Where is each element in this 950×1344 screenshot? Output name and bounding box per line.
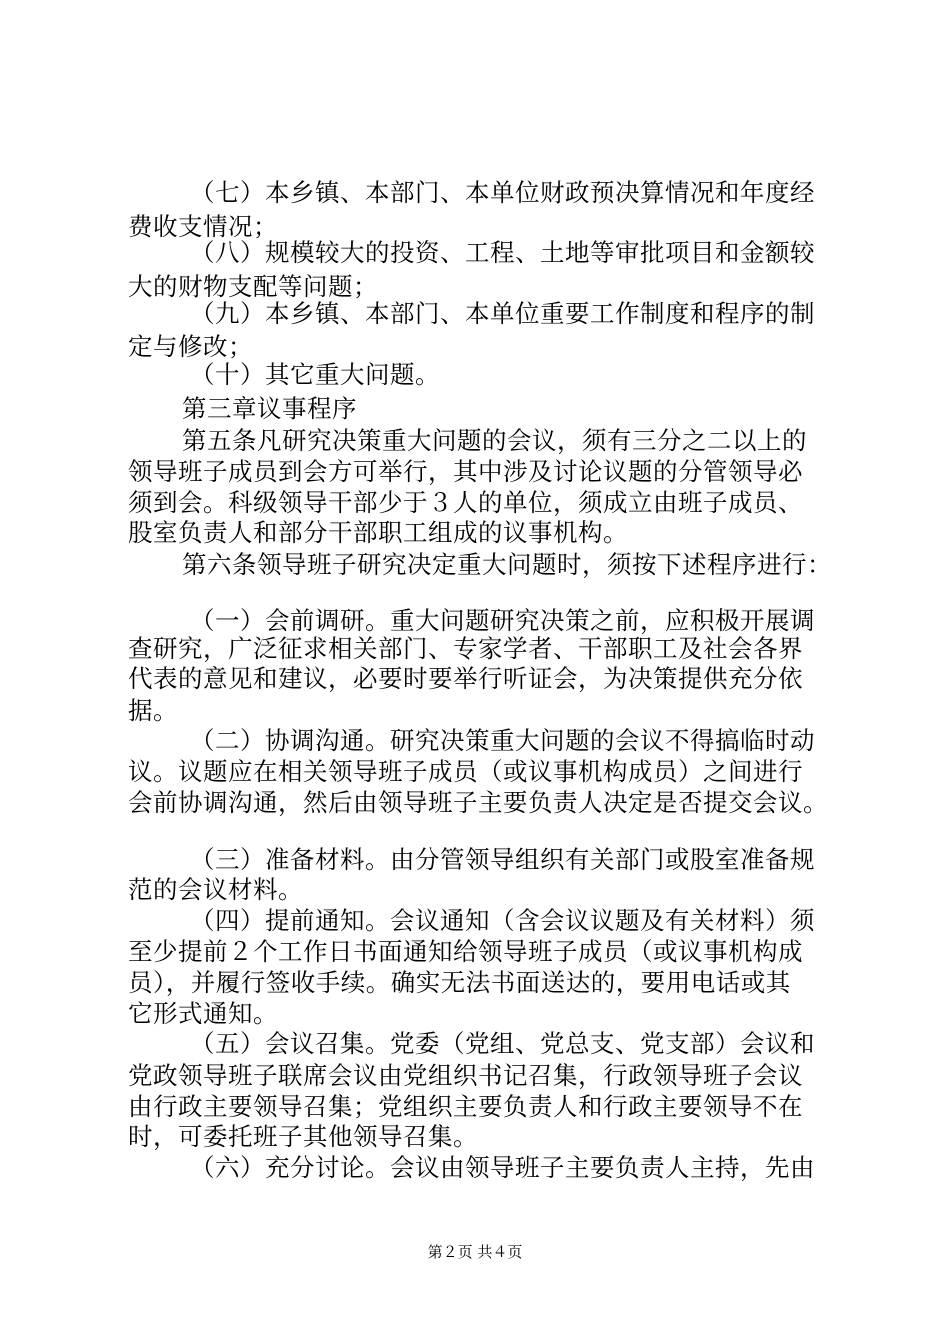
text-line: 至少提前２个工作日书面通知给领导班子成员（或议事机构成 [128, 937, 803, 966]
text-line: 第六条领导班子研究决定重大问题时，须按下述程序进行： [182, 550, 832, 579]
text-line: 员），并履行签收手续。确实无法书面送达的，要用电话或其 [128, 968, 791, 997]
text-line: （十）其它重大问题。 [190, 360, 440, 389]
text-line: 范的会议材料。 [128, 875, 303, 904]
text-line: （三）准备材料。由分管领导组织有关部门或股室准备规 [190, 845, 815, 874]
text-line: 领导班子成员到会方可举行，其中涉及讨论议题的分管领导必 [128, 457, 803, 486]
text-line: （四）提前通知。会议通知（含会议议题及有关材料）须 [190, 906, 815, 935]
text-line: 时，可委托班子其他领导召集。 [128, 1122, 478, 1151]
text-line: （五）会议召集。党委（党组、党总支、党支部）会议和 [190, 1029, 815, 1058]
text-line: 会前协调沟通，然后由领导班子主要负责人决定是否提交会议。 [128, 788, 828, 817]
text-line: （八）规模较大的投资、工程、土地等审批项目和金额较 [190, 238, 815, 267]
text-line: 费收支情况； [128, 212, 278, 241]
text-line: 查研究，广泛征求相关部门、专家学者、干部职工及社会各界 [128, 634, 803, 663]
text-line: 定与修改； [128, 332, 253, 361]
text-line: （六）充分讨论。会议由领导班子主要负责人主持，先由 [190, 1153, 815, 1182]
text-line: 第五条凡研究决策重大问题的会议，须有三分之二以上的 [182, 426, 807, 455]
text-line: 据。 [128, 696, 178, 725]
text-line: 议。议题应在相关领导班子成员（或议事机构成员）之间进行 [128, 757, 803, 786]
text-line: 代表的意见和建议，必要时要举行听证会，为决策提供充分依 [128, 664, 803, 693]
text-line: （九）本乡镇、本部门、本单位重要工作制度和程序的制 [190, 299, 815, 328]
text-line: （七）本乡镇、本部门、本单位财政预决算情况和年度经 [190, 178, 815, 207]
text-line: 大的财物支配等问题； [128, 272, 378, 301]
text-line: 股室负责人和部分干部职工组成的议事机构。 [128, 518, 628, 547]
text-line: （二）协调沟通。研究决策重大问题的会议不得搞临时动 [190, 726, 815, 755]
page-number-footer: 第２页 共４页 [427, 1243, 523, 1261]
section-heading: 第三章议事程序 [182, 394, 357, 423]
text-line: 由行政主要领导召集；党组织主要负责人和行政主要领导不在 [128, 1092, 803, 1121]
text-line: 须到会。科级领导干部少于３人的单位，须成立由班子成员、 [128, 488, 803, 517]
text-line: （一）会前调研。重大问题研究决策之前，应积极开展调 [190, 606, 815, 635]
text-line: 党政领导班子联席会议由党组织书记召集，行政领导班子会议 [128, 1061, 803, 1090]
text-line: 它形式通知。 [128, 999, 278, 1028]
